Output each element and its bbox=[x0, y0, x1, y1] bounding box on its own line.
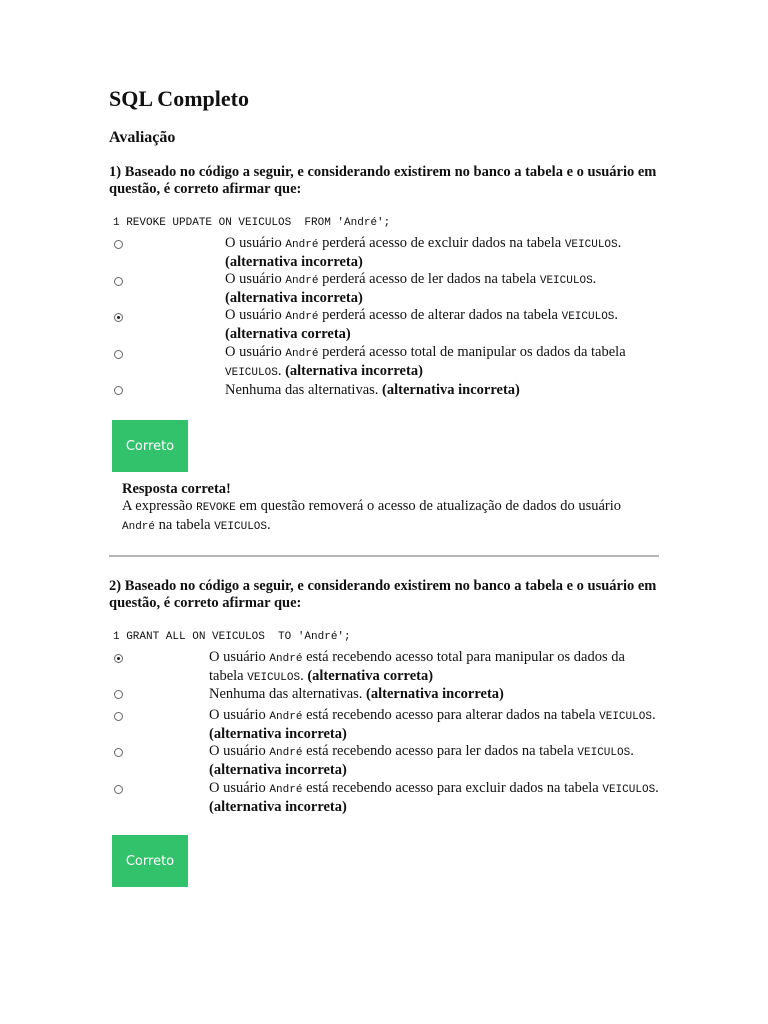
q2-option-2-radio[interactable] bbox=[114, 690, 123, 699]
q2-correct-button[interactable]: Correto bbox=[112, 835, 188, 887]
q2-option-4[interactable]: O usuário André está recebendo acesso para ler dados na tabela VEICULOS. (alternativa incorreta) bbox=[209, 743, 634, 778]
question-2-title: 2) Baseado no código a seguir, e considerando existirem no banco a tabela e o usuário em questão, é correto afirmar que: bbox=[109, 578, 657, 611]
q1-option-3-radio[interactable] bbox=[114, 313, 123, 322]
q1-feedback: Resposta correta! A expressão REVOKE em questão removerá o acesso de atualização de dados do usuário André na tabela VEICULOS. bbox=[122, 481, 622, 533]
q1-option-4-radio[interactable] bbox=[114, 350, 123, 359]
q1-option-5[interactable]: Nenhuma das alternativas. (alternativa incorreta) bbox=[225, 382, 520, 398]
q2-option-3-radio[interactable] bbox=[114, 712, 123, 721]
q2-option-5-radio[interactable] bbox=[114, 785, 123, 794]
q2-option-4-radio[interactable] bbox=[114, 748, 123, 757]
q1-option-3[interactable]: O usuário André perderá acesso de alterar dados na tabela VEICULOS. (alternativa correta) bbox=[225, 307, 619, 342]
question-1-title: 1) Baseado no código a seguir, e considerando existirem no banco a tabela e o usuário em questão, é correto afirmar que: bbox=[109, 164, 657, 197]
q2-option-1-radio[interactable] bbox=[114, 654, 123, 663]
q2-option-1[interactable]: O usuário André está recebendo acesso total para manipular os dados da tabela VEICULOS. (alternativa correta) bbox=[209, 649, 625, 684]
q1-option-4[interactable]: O usuário André perderá acesso total de manipular os dados da tabela VEICULOS. (alternativa incorreta) bbox=[225, 344, 626, 379]
q1-option-2[interactable]: O usuário André perderá acesso de ler dados na tabela VEICULOS. (alternativa incorreta) bbox=[225, 271, 597, 306]
feedback-heading: Resposta correta! bbox=[122, 481, 231, 497]
page-title: SQL Completo bbox=[109, 86, 249, 111]
q2-option-3[interactable]: O usuário André está recebendo acesso para alterar dados na tabela VEICULOS. (alternativa incorreta) bbox=[209, 707, 656, 742]
q1-option-2-radio[interactable] bbox=[114, 277, 123, 286]
section-title: Avaliação bbox=[109, 129, 176, 146]
q2-option-5[interactable]: O usuário André está recebendo acesso para excluir dados na tabela VEICULOS. (alternativa incorreta) bbox=[209, 780, 659, 815]
q2-option-2[interactable]: Nenhuma das alternativas. (alternativa incorreta) bbox=[209, 686, 504, 702]
section-divider bbox=[109, 555, 659, 557]
q1-correct-button[interactable]: Correto bbox=[112, 420, 188, 472]
q1-option-1[interactable]: O usuário André perderá acesso de excluir dados na tabela VEICULOS. (alternativa incorreta) bbox=[225, 235, 622, 270]
question-2-code: 1 GRANT ALL ON VEICULOS TO 'André'; bbox=[113, 631, 351, 643]
q1-option-1-radio[interactable] bbox=[114, 240, 123, 249]
question-1-code: 1 REVOKE UPDATE ON VEICULOS FROM 'André'; bbox=[113, 217, 391, 229]
q1-option-5-radio[interactable] bbox=[114, 386, 123, 395]
